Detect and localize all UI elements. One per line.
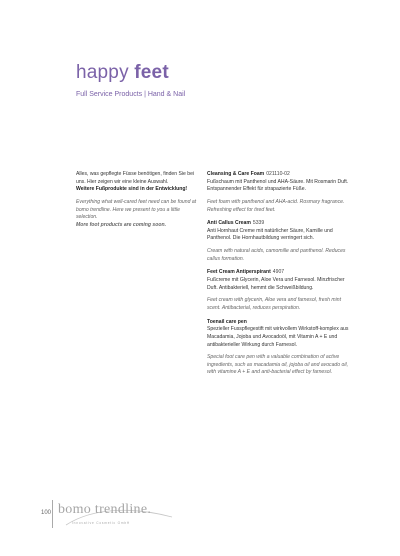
product-desc-en: Special foot care pen with a valuable combination of active ingredients, such as macadamia oil, jojoba oil and avocado oil, with vitamine A + E and anti-bacterial effect by farnesol. [207,354,349,376]
product-code: 021110-02 [266,171,290,177]
product-heading [207,319,350,327]
intro-de-text: Alles, was gepflegte Füsse benötigen, finden Sie bei uns. Hier zeigen wir eine kleine Auswahl. [76,171,195,185]
product-heading [207,171,350,179]
product-name: Cleansing & Care Foam [207,171,265,177]
product-code: 5339 [252,220,265,227]
product-desc-en: Feet foam with panthenol and AHA-acid. Rosmary fragrance. Refreshing effect for tired feet. [207,198,345,213]
intro-en-text: Everything what well-cared feet need can be found at bomo trendline. Here we present to you a little selection. [76,198,197,221]
product-desc-de: Anti Hornhaut Creme mit natürlicher Säure, Kamille und Panthenol. Die Hornhautbildung verringert sich. [207,227,333,242]
intro-en-bold: More foot products are coming soon. [76,221,166,228]
title-light: happy [76,62,129,83]
page-title [76,62,169,84]
brand-logo [58,502,178,532]
product-desc-de: Spezieller Fusspflegestift mit wirkvollem Wirkstoff-komplex aus Macadamia, Jojoba und Avocadoöl, mit Vitamin A + E und antibakterieller Wirkung durch Farnesol. [207,326,349,348]
logo-wordmark: bomo trendline. [58,502,152,517]
logo-tagline: Innovative Cosmetic GmbH [72,521,130,525]
product-item [207,269,350,312]
intro-de-bold: Weitere Fußprodukte sind in der Entwicklung! [76,186,188,193]
product-desc-de: Fußschaum mit Panthenol und AHA-Säure. Mit Rosmarin Duft. Entspannender Effekt für strapazierte Füße. [207,178,349,193]
product-desc-de: Fußcreme mit Glycerin, Aloe Vera und Farnesol. Minzfrischer Duft. Antibakteriell, hemmt die Schweißbildung. [207,277,345,291]
product-item [207,171,350,214]
product-heading [207,220,350,228]
product-desc-en: Cream with natural acids, camomille and panthenol. Reduces callus formation. [207,248,346,262]
product-code: 4907 [272,269,285,276]
page-number: 100 [41,510,52,516]
page-number-divider [52,500,53,528]
product-name: Feet Cream Antiperspirant [207,269,271,276]
product-name: Toenail care pen [207,318,247,325]
product-item [207,220,350,263]
product-item [207,319,350,377]
product-desc-en: Feet cream with glycerin, Aloe vera and farnesol, fresh mint scent. Antibacterial, reduces perspiration. [207,297,342,311]
page-subtitle: Full Service Products | Hand & Nail [76,91,186,98]
product-name: Anti Callus Cream [207,220,251,227]
title-bold: feet [134,62,169,83]
products-column [207,171,350,383]
product-heading [207,269,350,277]
intro-column [76,171,198,229]
